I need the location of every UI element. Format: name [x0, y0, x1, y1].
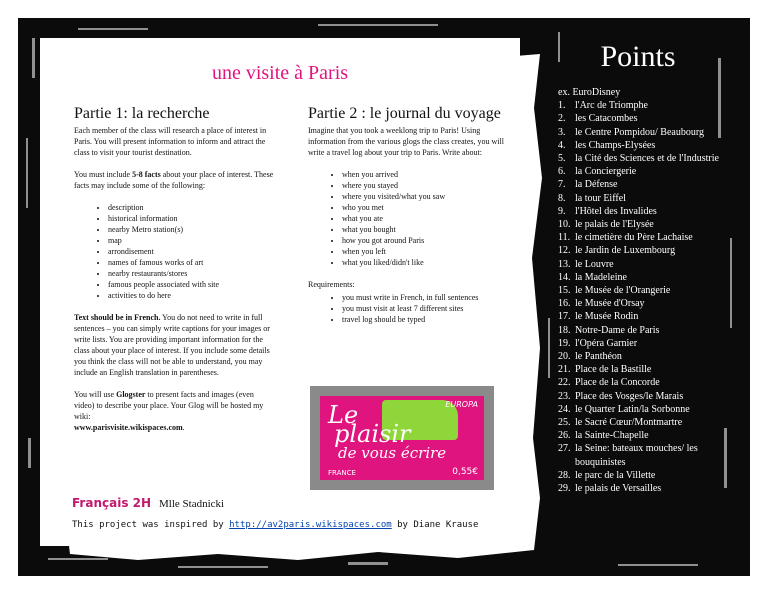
points-item-number: 22. [558, 377, 571, 389]
list-item: • nearby restaurants/stores [108, 268, 276, 279]
list-item: • activities to do here [108, 290, 276, 301]
points-item-number: 21. [558, 364, 571, 376]
list-item: • when you left [342, 246, 506, 257]
credit-line [72, 520, 478, 530]
points-item-number: 17. [558, 311, 571, 323]
points-item [558, 363, 748, 376]
stamp-script-line: plaisir [334, 420, 411, 448]
points-item [558, 218, 748, 231]
points-item [558, 297, 748, 310]
glogster-name: Glogster [116, 390, 146, 399]
points-item-number: 24. [558, 403, 571, 415]
part1-glogster-paragraph [74, 389, 276, 433]
points-item-name: le cimetière du Père Lachaise [575, 232, 693, 244]
french-requirement: Text should be in French. [74, 313, 161, 322]
points-items [558, 99, 748, 495]
list-item: • what you ate [342, 213, 506, 224]
course-line [72, 492, 224, 511]
points-item-name: la Madeleine [575, 271, 627, 283]
points-list [558, 86, 748, 495]
points-item-name: la Conciergerie [575, 166, 637, 178]
points-item-name: le parc de la Villette [575, 469, 656, 481]
course-name: Français 2H [72, 496, 152, 510]
points-item-name: le Jardin de Luxembourg [575, 245, 676, 257]
credit-text-after: by Diane Krause [391, 520, 479, 530]
points-item [558, 112, 748, 125]
part1-facts-paragraph [74, 169, 276, 191]
points-item [558, 429, 748, 442]
points-item [558, 178, 748, 191]
part2-heading: Partie 2 : le journal du voyage [308, 105, 501, 122]
facts-count: 5-8 facts [132, 170, 161, 179]
points-item-name: le Sacré Cœur/Montmartre [575, 417, 683, 429]
list-item: • map [108, 235, 276, 246]
points-item-number: 12. [558, 245, 571, 257]
wiki-period: . [182, 423, 185, 432]
points-item [558, 192, 748, 205]
handout-paper [40, 38, 520, 546]
points-item-name: Place des Vosges/le Marais [575, 390, 684, 402]
points-item-number: 7. [558, 179, 566, 191]
requirements-list [308, 292, 506, 325]
points-item-number: 26. [558, 430, 571, 442]
points-item-number: 20. [558, 351, 571, 363]
part1-column [74, 104, 276, 444]
points-item-name: le Quarter Latin/la Sorbonne [575, 403, 690, 415]
points-item [558, 244, 748, 257]
requirements-label: Requirements: [308, 280, 355, 289]
stamp-script [328, 401, 447, 463]
points-item-name: les Catacombes [575, 113, 638, 125]
points-item-name: Place de la Concorde [575, 377, 660, 389]
points-item-name: la Sainte-Chapelle [575, 430, 649, 442]
points-item [558, 337, 748, 350]
points-item [558, 442, 748, 468]
points-item-number: 6. [558, 166, 566, 178]
points-item-name: le Musée Rodin [575, 311, 639, 323]
list-item: • where you visited/what you saw [342, 191, 506, 202]
list-item: • where you stayed [342, 180, 506, 191]
points-item-number: 1. [558, 100, 566, 112]
points-item [558, 376, 748, 389]
points-item [558, 416, 748, 429]
list-item: • you must visit at least 7 different sites [342, 303, 506, 314]
points-item-number: 19. [558, 337, 571, 349]
points-item-number: 27. [558, 443, 571, 455]
points-item-name: Place de la Bastille [575, 364, 652, 376]
points-item [558, 469, 748, 482]
handout-title: une visite à Paris [211, 62, 349, 84]
points-item-number: 15. [558, 285, 571, 297]
part1-facts-list [74, 202, 276, 301]
points-item-number: 3. [558, 126, 566, 138]
credit-text-before: This project was inspired by [72, 520, 230, 530]
list-item: • what you bought [342, 224, 506, 235]
points-item-number: 5. [558, 153, 566, 165]
points-item-name: l'Hôtel des Invalides [575, 205, 657, 217]
points-item-name: le Panthéon [575, 351, 622, 363]
stamp-price: 0,55€ [452, 467, 478, 477]
points-item-name: le palais de l'Elysée [575, 219, 654, 231]
points-item-number: 23. [558, 390, 571, 402]
points-item-number: 4. [558, 139, 566, 151]
points-item [558, 139, 748, 152]
points-item-name: le palais de Versailles [575, 483, 662, 495]
part1-french-paragraph [74, 312, 276, 378]
stamp-image [310, 386, 494, 490]
list-item: • description [108, 202, 276, 213]
points-item [558, 284, 748, 297]
list-item: • arrondisement [108, 246, 276, 257]
points-item-number: 9. [558, 205, 566, 217]
points-item-number: 13. [558, 258, 571, 270]
part1-intro: Each member of the class will research a place of interest in Paris. You will present information to inform and attract the class to visit your tourist destination. [74, 126, 267, 157]
list-item: • names of famous works of art [108, 257, 276, 268]
points-example: ex. EuroDisney [558, 87, 621, 98]
points-item-name: le Centre Pompidou/ Beaubourg [575, 126, 704, 138]
list-item: • what you liked/didn't like [342, 257, 506, 268]
facts-text-after: about your place of interest. These facts may include some of the following: [74, 170, 274, 190]
points-item-number: 29. [558, 483, 571, 495]
points-item [558, 310, 748, 323]
points-item-name: le Musée d'Orsay [575, 298, 645, 310]
stamp-country: FRANCE [328, 469, 356, 477]
points-item-number: 28. [558, 469, 571, 481]
points-item [558, 126, 748, 139]
glogster-text-after: to present facts and images (even video) to describe your place. Your Glog will be hosted my wiki: [74, 390, 264, 421]
teacher-name: Mlle Stadnicki [159, 498, 225, 510]
stamp-script-line: de vous écrire [338, 444, 447, 462]
points-item-number: 8. [558, 192, 566, 204]
wiki-address: www.parisvisite.wikispaces.com [74, 423, 183, 432]
points-item [558, 390, 748, 403]
points-item [558, 99, 748, 112]
list-item: • how you got around Paris [342, 235, 506, 246]
glogster-text-before: You will use [74, 390, 117, 399]
points-item-name: la Défense [575, 179, 618, 191]
points-item-name: le Musée de l'Orangerie [575, 285, 671, 297]
stamp-europa: EUROPA [445, 400, 478, 409]
points-item-name: Notre-Dame de Paris [575, 324, 660, 336]
points-item-name: la Cité des Sciences et de l'Industrie [575, 153, 719, 165]
points-item-number: 18. [558, 324, 571, 336]
points-item-name: la Seine: bateaux mouches/ les bouquinistes [575, 443, 698, 468]
list-item: • nearby Metro station(s) [108, 224, 276, 235]
part1-heading: Partie 1: la recherche [74, 105, 210, 122]
stamp-script-line: Le [328, 401, 359, 429]
points-item-name: l'Opéra Garnier [575, 337, 638, 349]
credit-link[interactable]: http://av2paris.wikispaces.com [229, 520, 392, 530]
points-item [558, 324, 748, 337]
points-item-name: le Louvre [575, 258, 614, 270]
points-item [558, 482, 748, 495]
list-item: • historical information [108, 213, 276, 224]
points-item-number: 16. [558, 298, 571, 310]
part2-column [308, 104, 506, 376]
part2-topics-list [308, 169, 506, 268]
list-item: • who you met [342, 202, 506, 213]
part2-intro: Imagine that you took a weeklong trip to Paris! Using information from the various glogs the class creates, you will write a travel log about your trip to Paris. Write about: [308, 126, 504, 157]
list-item: • when you arrived [342, 169, 506, 180]
french-text: You do not need to write in full sentences – you can simply write captions for your images or write lists. You are providing important information for the class about your place of interest. If you include some details you think the class will not be able to understand, you may include an English translation in parentheses. [74, 313, 270, 377]
points-item-name: la tour Eiffel [575, 192, 626, 204]
points-item-number: 25. [558, 417, 571, 429]
points-item-number: 2. [558, 113, 566, 125]
points-item-number: 11. [558, 232, 571, 244]
facts-text-before: You must include [74, 170, 133, 179]
list-item: • travel log should be typed [342, 314, 506, 325]
points-item [558, 231, 748, 244]
points-item [558, 350, 748, 363]
list-item: • you must write in French, in full sentences [342, 292, 506, 303]
list-item: • famous people associated with site [108, 279, 276, 290]
points-item [558, 205, 748, 218]
points-item [558, 271, 748, 284]
postage-stamp [320, 396, 484, 480]
points-item-number: 14. [558, 271, 571, 283]
points-item-number: 10. [558, 219, 571, 231]
points-item-name: les Champs-Elysées [575, 139, 656, 151]
points-item [558, 403, 748, 416]
points-item-name: l'Arc de Triomphe [575, 100, 648, 112]
points-title: Points [600, 40, 676, 73]
points-item [558, 258, 748, 271]
points-item [558, 152, 748, 165]
points-item [558, 165, 748, 178]
